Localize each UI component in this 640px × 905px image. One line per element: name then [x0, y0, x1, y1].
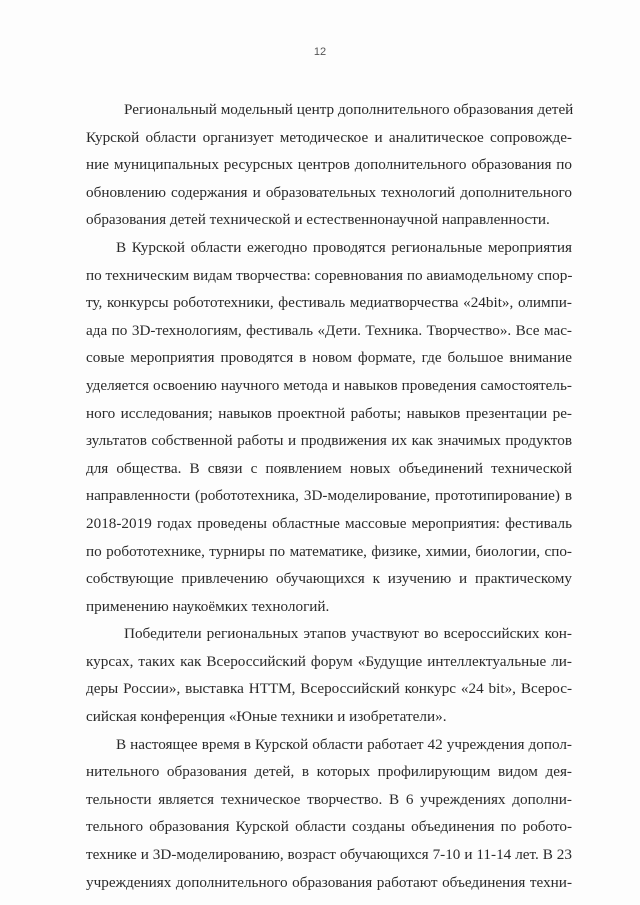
page-number: 12 — [313, 46, 327, 58]
text-line: образования детей технической и естественнонаучной направленности. — [86, 211, 550, 229]
text-line: учреждениях дополнительного образования работают объединения техни- — [86, 873, 572, 891]
text-line: В Курской области ежегодно проводятся региональные мероприятия — [116, 238, 572, 256]
text-line: 2018-2019 годах проведены областные массовые мероприятия: фестиваль — [86, 514, 572, 532]
paragraph-regional-center — [86, 96, 572, 234]
paragraph-regional-events — [86, 234, 572, 620]
text-line: деры России», выставка НТТМ, Всероссийский конкурс «24 bit», Всерос- — [86, 680, 572, 698]
text-line: для общества. В связи с появлением новых объединений технической — [86, 459, 572, 477]
text-line: тельности является техническое творчество. В 6 учреждениях дополни- — [86, 790, 572, 808]
text-line: курсах, таких как Всероссийский форум «Будущие интеллектуальные ли- — [86, 652, 572, 670]
text-line: ного исследования; навыков проектной работы; навыков презентации ре- — [86, 404, 572, 422]
paragraph-winners — [86, 620, 572, 730]
text-line: технике и 3D-моделированию, возраст обучающихся 7-10 и 11-14 лет. В 23 — [86, 846, 572, 864]
text-line: В настоящее время в Курской области работает 42 учреждения допол- — [116, 735, 572, 753]
text-line: направленности (робототехника, 3D-моделирование, прототипирование) в — [86, 487, 572, 505]
paragraph-institutions — [86, 731, 572, 897]
text-line: ада по 3D-технологиям, фестиваль «Дети. Техника. Творчество». Все мас- — [86, 321, 572, 339]
text-line: сийская конференция «Юные техники и изобретатели». — [86, 708, 447, 726]
text-line: Победители региональных этапов участвуют во всероссийских кон- — [124, 625, 572, 643]
text-line: ние муниципальных ресурсных центров дополнительного образования по — [86, 156, 572, 174]
text-line: Региональный модельный центр дополнительного образования детей — [124, 101, 574, 118]
text-line: нительного образования детей, в которых профилирующим видом дея- — [86, 763, 572, 781]
text-line: собствующие привлечению обучающихся к изучению и практическому — [86, 570, 572, 588]
text-line: зультатов собственной работы и продвижения их как значимых продуктов — [86, 432, 572, 450]
text-line: обновлению содержания и образовательных технологий дополнительного — [86, 183, 572, 201]
text-line: по робототехнике, турниры по математике, физике, химии, биологии, спо- — [86, 542, 572, 560]
text-line: ту, конкурсы робототехники, фестиваль медиатворчества «24bit», олимпи- — [86, 294, 572, 312]
text-line: совые мероприятия проводятся в новом формате, где большое внимание — [86, 349, 572, 367]
text-line: по техническим видам творчества: соревнования по авиамодельному спор- — [86, 266, 573, 284]
text-line: Курской области организует методическое и аналитическое сопровожде- — [86, 128, 572, 146]
document-body — [86, 96, 572, 896]
text-line: применению наукоёмких технологий. — [86, 597, 330, 615]
text-line: тельного образования Курской области созданы объединения по робото- — [86, 818, 572, 836]
text-line: уделяется освоению научного метода и навыков проведения самостоятель- — [86, 376, 572, 394]
